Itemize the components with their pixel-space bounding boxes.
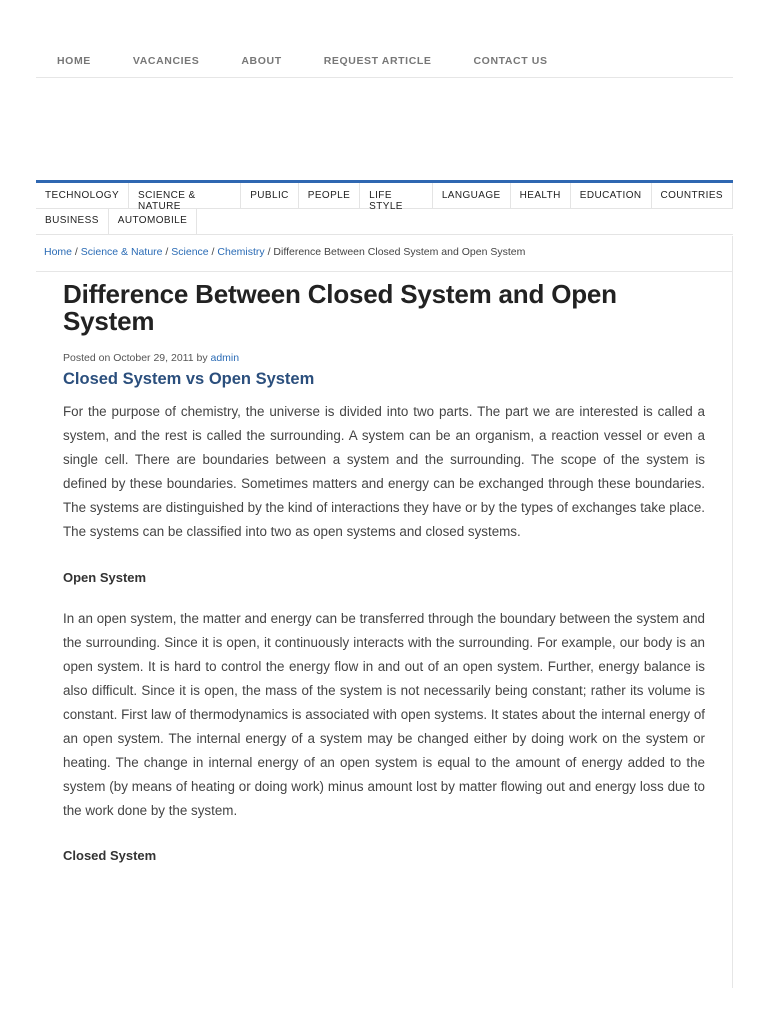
category-education[interactable]: EDUCATION [571,183,652,209]
category-navigation [36,180,733,235]
post-date: Posted on October 29, 2011 by [63,352,211,364]
open-system-paragraph: In an open system, the matter and energy can be transferred through the boundary between the system and the surrounding. Since it is open, it continuously interacts with the surrounding. For example, our body is an open system. It is hard to control the energy flow in and out of an open system. Further, energy balance is also difficult. Since it is open, the mass of the system is not necessarily being constant; rather its volume is constant. First law of thermodynamics is associated with open systems. It states about the internal energy of an open system. The internal energy of a system may be changed either by doing work on the system or heating. The change in internal energy of an open system is equal to the amount of energy added to the system (by means of heating or doing work) minus amount lost by matter flowing out and energy loss due to the work done by the system. [63,611,705,818]
category-people[interactable]: PEOPLE [299,183,360,209]
open-system-heading: Open System [63,570,147,585]
top-navigation [36,40,733,78]
nav-request-article[interactable]: REQUEST ARTICLE [323,55,432,67]
category-life-style[interactable]: LIFE STYLE [360,183,433,209]
category-row-2 [36,209,733,235]
nav-about[interactable]: ABOUT [241,55,282,67]
breadcrumb [36,236,732,258]
category-business[interactable]: BUSINESS [36,209,109,235]
category-public[interactable]: PUBLIC [241,183,299,209]
category-health[interactable]: HEALTH [511,183,571,209]
article-subtitle: Closed System vs Open System [63,370,315,388]
breadcrumb-separator: / [264,246,274,258]
category-row-1 [36,183,733,212]
category-automobile[interactable]: AUTOMOBILE [109,209,197,235]
breadcrumb-home[interactable]: Home [44,246,73,258]
breadcrumb-separator: / [162,246,172,258]
category-language[interactable]: LANGUAGE [433,183,511,209]
breadcrumb-current: Difference Between Closed System and Open System [273,246,526,258]
article [63,281,705,863]
breadcrumb-science-nature[interactable]: Science & Nature [80,246,163,258]
breadcrumb-separator: / [72,246,81,258]
breadcrumb-bar [36,236,733,272]
breadcrumb-separator: / [208,246,218,258]
nav-vacancies[interactable]: VACANCIES [132,55,200,67]
breadcrumb-science[interactable]: Science [171,246,209,258]
article-title: Difference Between Closed System and Open System [63,279,617,336]
author-link[interactable]: admin [210,352,240,364]
sidebar-divider [732,272,733,988]
nav-contact-us[interactable]: CONTACT US [473,55,548,67]
category-technology[interactable]: TECHNOLOGY [36,183,129,209]
closed-system-heading: Closed System [63,848,157,863]
nav-home[interactable]: HOME [57,55,91,67]
intro-paragraph: For the purpose of chemistry, the universe is divided into two parts. The part we are interested is called a system, and the rest is called the surrounding. A system can be an organism, a reaction vessel or even a single cell. There are boundaries between a system and the surrounding. The scope of the system is defined by these boundaries. Sometimes matters and energy can be exchanged through these boundaries. The systems are distinguished by the kind of interactions they have or by the types of exchanges take place. The systems can be classified into two as open systems and closed systems. [63,404,705,539]
post-meta [63,352,705,364]
category-countries[interactable]: COUNTRIES [652,183,734,209]
category-science-nature[interactable]: SCIENCE & NATURE [129,183,241,209]
breadcrumb-chemistry[interactable]: Chemistry [217,246,265,258]
